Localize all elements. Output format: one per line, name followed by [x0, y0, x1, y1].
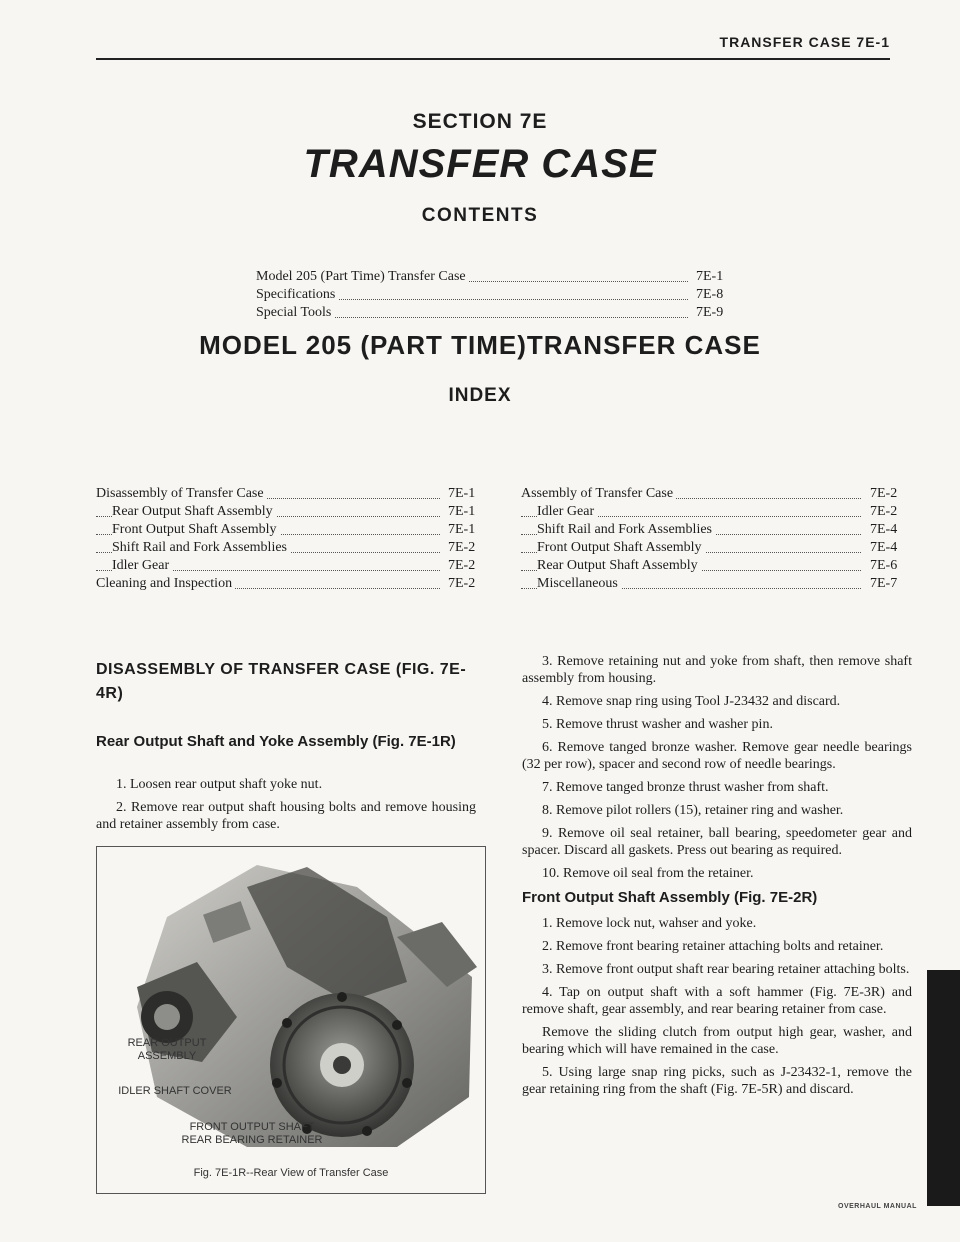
contents-list [256, 268, 736, 322]
index-item[interactable]: Rear Output Shaft Assembly 7E-6 [521, 557, 921, 575]
step-paragraph: 5. Using large snap ring picks, such as J-23432-1, remove the gear retaining ring from the shaft (Fig. 7E-5R) and discard. [522, 1065, 912, 1097]
callout-rear-output-assembly: REAR OUTPUT ASSEMBLY [127, 1037, 207, 1062]
index-item[interactable]: Front Output Shaft Assembly 7E-1 [96, 521, 496, 539]
contents-item[interactable]: Special Tools 7E-9 [256, 305, 724, 320]
section-label: SECTION 7E [412, 110, 548, 133]
transfer-case-photo [97, 847, 485, 1165]
index-item[interactable]: Shift Rail and Fork Assemblies 7E-4 [521, 521, 921, 539]
index-item[interactable]: Rear Output Shaft Assembly 7E-1 [96, 503, 496, 521]
callout-front-output-rear-retainer: FRONT OUTPUT SHAFT REAR BEARING RETAINER [181, 1121, 323, 1146]
step-paragraph: 1. Loosen rear output shaft yoke nut. [116, 777, 323, 792]
figure-caption: Fig. 7E-1R--Rear View of Transfer Case [193, 1167, 389, 1179]
contents-item[interactable]: Model 205 (Part Time) Transfer Case 7E-1 [256, 269, 724, 284]
index-item[interactable]: Cleaning and Inspection 7E-2 [96, 576, 476, 591]
step-paragraph: 2. Remove rear output shaft housing bolts and remove housing and retainer assembly from case. [96, 800, 476, 832]
right-column-steps [522, 653, 912, 888]
running-header-title: TRANSFER CASE 7E-1 [719, 34, 890, 50]
section-title: TRANSFER CASE [303, 142, 657, 186]
callout-idler-shaft-cover: IDLER SHAFT COVER [118, 1085, 232, 1097]
index-item[interactable]: Front Output Shaft Assembly 7E-4 [521, 539, 921, 557]
index-item[interactable]: Shift Rail and Fork Assemblies 7E-2 [96, 539, 496, 557]
step-paragraph: 1. Remove lock nut, wahser and yoke. [542, 916, 757, 931]
index-item[interactable]: Assembly of Transfer Case 7E-2 [521, 486, 898, 501]
index-left-column [96, 485, 496, 593]
index-label: INDEX [448, 385, 512, 406]
front-output-steps [522, 915, 912, 1104]
index-item[interactable]: Idler Gear 7E-2 [521, 503, 921, 521]
step-paragraph: 7. Remove tanged bronze thrust washer from shaft. [542, 780, 829, 795]
figure-rear-view [96, 846, 486, 1194]
step-paragraph: 4. Tap on output shaft with a soft hammer (Fig. 7E-3R) and remove shaft, gear assembly, and rear bearing retainer from case. [522, 985, 912, 1017]
model-title: MODEL 205 (PART TIME)TRANSFER CASE [199, 330, 761, 360]
rear-output-subheading: Rear Output Shaft and Yoke Assembly (Fig. 7E-1R) [96, 733, 456, 750]
contents-label: CONTENTS [421, 205, 539, 226]
left-column-steps [96, 776, 476, 839]
index-item[interactable]: Disassembly of Transfer Case 7E-1 [96, 486, 476, 501]
step-paragraph: 8. Remove pilot rollers (15), retainer ring and washer. [542, 803, 844, 818]
section-edge-tab [927, 970, 960, 1206]
step-paragraph: 2. Remove front bearing retainer attaching bolts and retainer. [542, 939, 884, 954]
page-header [96, 34, 890, 60]
contents-item[interactable]: Specifications 7E-8 [256, 287, 724, 302]
index-item[interactable]: Idler Gear 7E-2 [96, 557, 496, 575]
index-item[interactable]: Miscellaneous 7E-7 [521, 575, 921, 593]
step-paragraph: 3. Remove retaining nut and yoke from shaft, then remove shaft assembly from housing. [522, 654, 912, 686]
step-paragraph: 6. Remove tanged bronze washer. Remove gear needle bearings (32 per row), spacer and second row of needle bearings. [522, 740, 912, 772]
step-paragraph: 5. Remove thrust washer and washer pin. [542, 717, 773, 732]
step-paragraph: 3. Remove front output shaft rear bearing retainer attaching bolts. [542, 962, 910, 977]
step-paragraph: 10. Remove oil seal from the retainer. [542, 866, 754, 881]
front-output-heading: Front Output Shaft Assembly (Fig. 7E-2R) [522, 889, 818, 906]
index-right-column [521, 485, 921, 593]
step-paragraph: Remove the sliding clutch from output high gear, washer, and bearing which will have remained in the case. [522, 1025, 912, 1057]
step-paragraph: 4. Remove snap ring using Tool J-23432 and discard. [542, 694, 841, 709]
step-paragraph: 9. Remove oil seal retainer, ball bearing, speedometer gear and spacer. Discard all gaskets. Press out bearing as required. [522, 826, 912, 858]
disassembly-heading: DISASSEMBLY OF TRANSFER CASE (FIG. 7E-4R) [96, 661, 467, 702]
footer-manual-label: OVERHAUL MANUAL [838, 1203, 917, 1210]
